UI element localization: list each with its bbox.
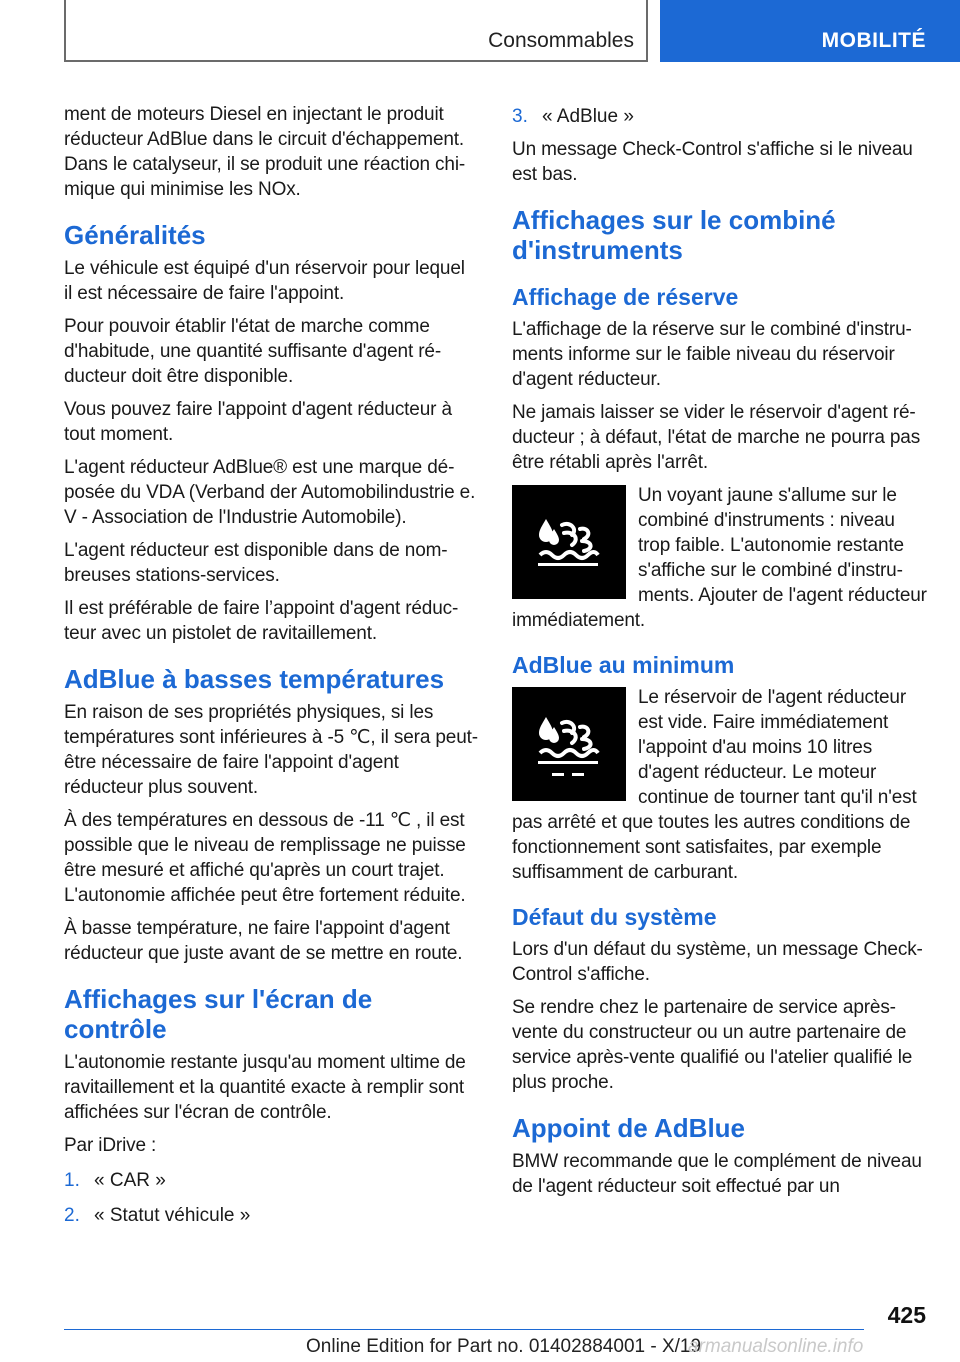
heading-combine-instruments: Affichages sur le combiné d'instruments — [512, 205, 836, 265]
list-text: « Statut véhicule » — [94, 1205, 251, 1226]
list-text: « CAR » — [94, 1170, 166, 1191]
paragraph: Lors d'un défaut du système, un message Check-Control s'affiche. — [512, 939, 923, 985]
paragraph: À des températures en dessous de -11 ℃ , il est possible que le niveau de remplissage ne puisse être mesuré et affiché qu'après un court trajet. L'autonomie affichée peut être fortement réduite. — [64, 810, 466, 906]
paragraph: BMW recommande que le complément de niveau de l'agent réducteur soit effectué par un — [512, 1151, 922, 1197]
paragraph: Pour pouvoir établir l'état de marche comme d'habitude, une quantité suffisante d'agent réducteur doit être disponible. — [64, 316, 442, 387]
minimum-warning-block — [512, 685, 928, 885]
paragraph: Vous pouvez faire l'appoint d'agent réducteur à tout moment. — [64, 399, 452, 445]
heading-appoint-adblue: Appoint de AdBlue — [512, 1113, 746, 1143]
section-tab — [64, 0, 648, 62]
list-item — [64, 1203, 478, 1228]
paragraph: À basse température, ne faire l'appoint d'agent réducteur que juste avant de se mettre en route. — [64, 918, 463, 964]
intro-paragraph: ment de moteurs Diesel en injectant le produit réducteur AdBlue dans le circuit d'échappement. Dans le catalyseur, il se produit une réaction chimique qui minimise les NOx. — [64, 104, 466, 200]
paragraph: Par iDrive : — [64, 1135, 157, 1156]
list-item — [64, 1168, 478, 1193]
left-column — [64, 102, 478, 1236]
paragraph: En raison de ses propriétés physiques, si les températures sont inférieures à -5 ℃, il sera peut-être nécessaire de faire l'appoint d'agent réducteur plus souvent. — [64, 702, 478, 798]
paragraph: L'autonomie restante jusqu'au moment ultime de ravitaillement et la quantité exacte à remplir sont affichées sur l'écran de contrôle. — [64, 1052, 466, 1123]
heading-adblue-minimum: AdBlue au minimum — [512, 652, 735, 678]
paragraph: Le réservoir de l'agent réducteur est vide. Faire immédiatement l'appoint d'au moins 10 litres d'agent réducteur. Le moteur continue de tourner tant qu'il n'est pas arrêté et que toutes les autres conditions de fonctionnement sont satisfaites, par exemple suffisamment de carburant. — [512, 687, 917, 883]
right-column — [512, 102, 928, 1207]
list-item — [512, 104, 928, 129]
page-header — [0, 0, 960, 64]
chapter-tab — [660, 0, 960, 62]
heading-generalites: Généralités — [64, 220, 206, 250]
watermark: armanualsonline.info — [688, 1336, 864, 1357]
heading-ecran-controle: Affichages sur l'écran de contrôle — [64, 984, 373, 1044]
adblue-warning-icon — [512, 485, 626, 599]
paragraph: Ne jamais laisser se vider le réservoir d'agent réducteur ; à défaut, l'état de marche ne pourra pas être rétabli après l'arrêt. — [512, 402, 921, 473]
footer-divider — [64, 1329, 864, 1330]
list-number: 3. — [512, 106, 528, 127]
edition-text: Online Edition for Part no. 01402884001 - X/19 — [306, 1336, 702, 1357]
heading-basses-temperatures: AdBlue à basses températures — [64, 664, 445, 694]
paragraph: Le véhicule est équipé d'un réservoir pour lequel il est nécessaire de faire l'appoint. — [64, 258, 465, 304]
page-number: 425 — [887, 1302, 926, 1328]
section-tab-label: Consommables — [488, 29, 634, 52]
paragraph: Un voyant jaune s'allume sur le combiné d'instruments : niveau trop faible. L'autonomie restante s'affiche sur le combiné d'instruments. Ajouter de l'agent réducteur immédiatement. — [512, 485, 927, 631]
reserve-warning-block — [512, 483, 928, 633]
paragraph: L'agent réducteur AdBlue® est une marque déposée du VDA (Verband der Automobilindustrie e. V - Association de l'Industrie Automobile). — [64, 457, 476, 528]
list-text: « AdBlue » — [542, 106, 634, 127]
paragraph: Un message Check-Control s'affiche si le niveau est bas. — [512, 139, 913, 185]
heading-defaut-systeme: Défaut du système — [512, 904, 717, 930]
list-number: 1. — [64, 1170, 80, 1191]
heading-affichage-reserve: Affichage de réserve — [512, 284, 739, 310]
adblue-empty-icon — [512, 687, 626, 801]
paragraph: Il est préférable de faire l’appoint d'agent réducteur avec un pistolet de ravitaillement. — [64, 598, 459, 644]
paragraph: L'affichage de la réserve sur le combiné d'instruments informe sur le faible niveau du réservoir d'agent réducteur. — [512, 319, 912, 390]
list-number: 2. — [64, 1205, 80, 1226]
paragraph: L'agent réducteur est disponible dans de nombreuses stations-services. — [64, 540, 448, 586]
paragraph: Se rendre chez le partenaire de service après-vente du constructeur ou un autre partenaire de service après-vente qualifié ou l'atelier qualifié le plus proche. — [512, 997, 913, 1093]
chapter-tab-label: MOBILITÉ — [821, 29, 926, 52]
